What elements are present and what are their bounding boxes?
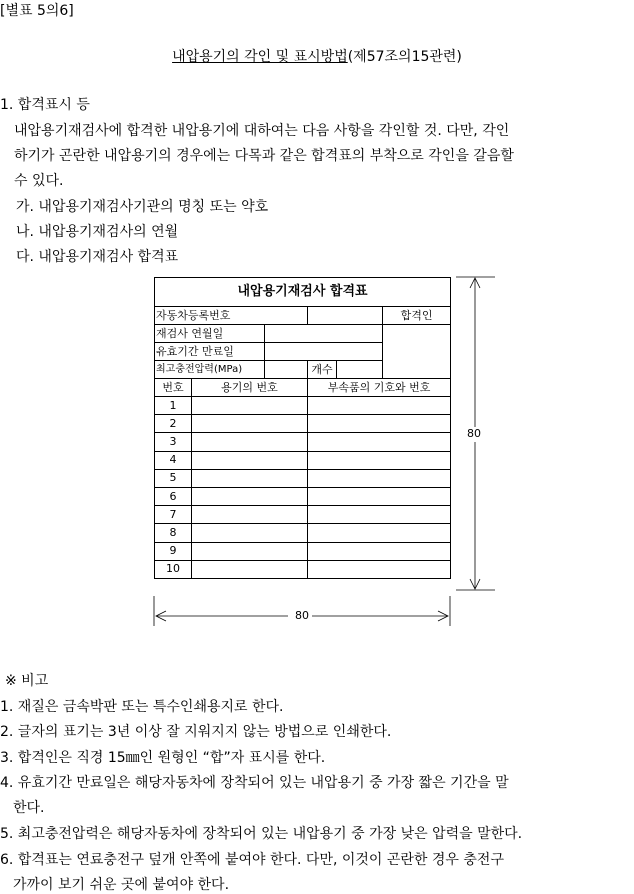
label-max-pressure: 최고충전압력(MPa) [155,361,265,379]
col-header-parts: 부속품의 기호와 번호 [308,379,451,397]
section-heading: 1. 합격표시 등 [0,97,90,113]
note-line: 3. 합격인은 직경 15㎜인 원형인 “합”자 표시를 한다. [0,750,326,766]
note-line: 2. 글자의 표기는 3년 이상 잘 지워지지 않는 방법으로 인쇄한다. [0,724,392,740]
note-line: 6. 합격표는 연료충전구 덮개 안쪽에 붙여야 한다. 다만, 이것이 곤란한 경우 충전구 [0,852,504,868]
note-line: 5. 최고충전압력은 해당자동차에 장착되어 있는 내압용기 중 가장 낮은 압력을 말한다. [0,826,523,842]
row-number: 8 [155,524,192,542]
row-number: 1 [155,397,192,415]
row-number: 7 [155,506,192,524]
row-number: 6 [155,487,192,505]
list-item: 가. 내압용기재검사기관의 명칭 또는 약호 [16,199,269,215]
table-title: 내압용기재검사 합격표 [155,278,451,307]
list-item: 다. 내압용기재검사 합격표 [16,249,179,265]
label-expiry-date: 유효기간 만료일 [155,343,265,361]
col-header-vessel-number: 용기의 번호 [192,379,308,397]
dimension-width-label: 80 [295,609,309,622]
label-count: 개수 [308,361,337,379]
label-reinspection-date: 재검사 연월일 [155,325,265,343]
note-line: 1. 재질은 금속박판 또는 특수인쇄용지로 한다. [0,699,284,715]
title-ref: (제57조의15관련) [347,49,462,65]
body-line: 수 있다. [14,173,64,189]
title-main: 내압용기의 각인 및 표시방법 [172,49,348,65]
body-line: 하기가 곤란한 내압용기의 경우에는 다목과 같은 합격표의 부착으로 각인을 갈음할 [14,148,514,164]
row-number: 5 [155,469,192,487]
notes-heading: ※ 비고 [5,673,49,689]
body-line: 내압용기재검사에 합격한 내압용기에 대하여는 다음 사항을 각인할 것. 다만, 각인 [14,123,510,139]
appendix-tag: [별표 5의6] [0,3,74,19]
label-vehicle-registration: 자동차등록번호 [155,307,308,325]
note-line: 한다. [13,800,45,816]
dimension-height-label: 80 [467,427,481,440]
note-line: 4. 유효기간 만료일은 해당자동차에 장착되어 있는 내압용기 중 가장 짧은 기간을 말 [0,775,509,791]
row-number: 10 [155,560,192,578]
row-number: 2 [155,415,192,433]
list-item: 나. 내압용기재검사의 연월 [16,224,179,240]
note-line: 가까이 보기 쉬운 곳에 붙여야 한다. [13,877,230,893]
dimension-lines [150,270,495,630]
row-number: 3 [155,433,192,451]
label-stamp: 합격인 [383,307,451,325]
col-header-number: 번호 [155,379,192,397]
document-title [0,46,634,66]
row-number: 9 [155,542,192,560]
row-number: 4 [155,451,192,469]
